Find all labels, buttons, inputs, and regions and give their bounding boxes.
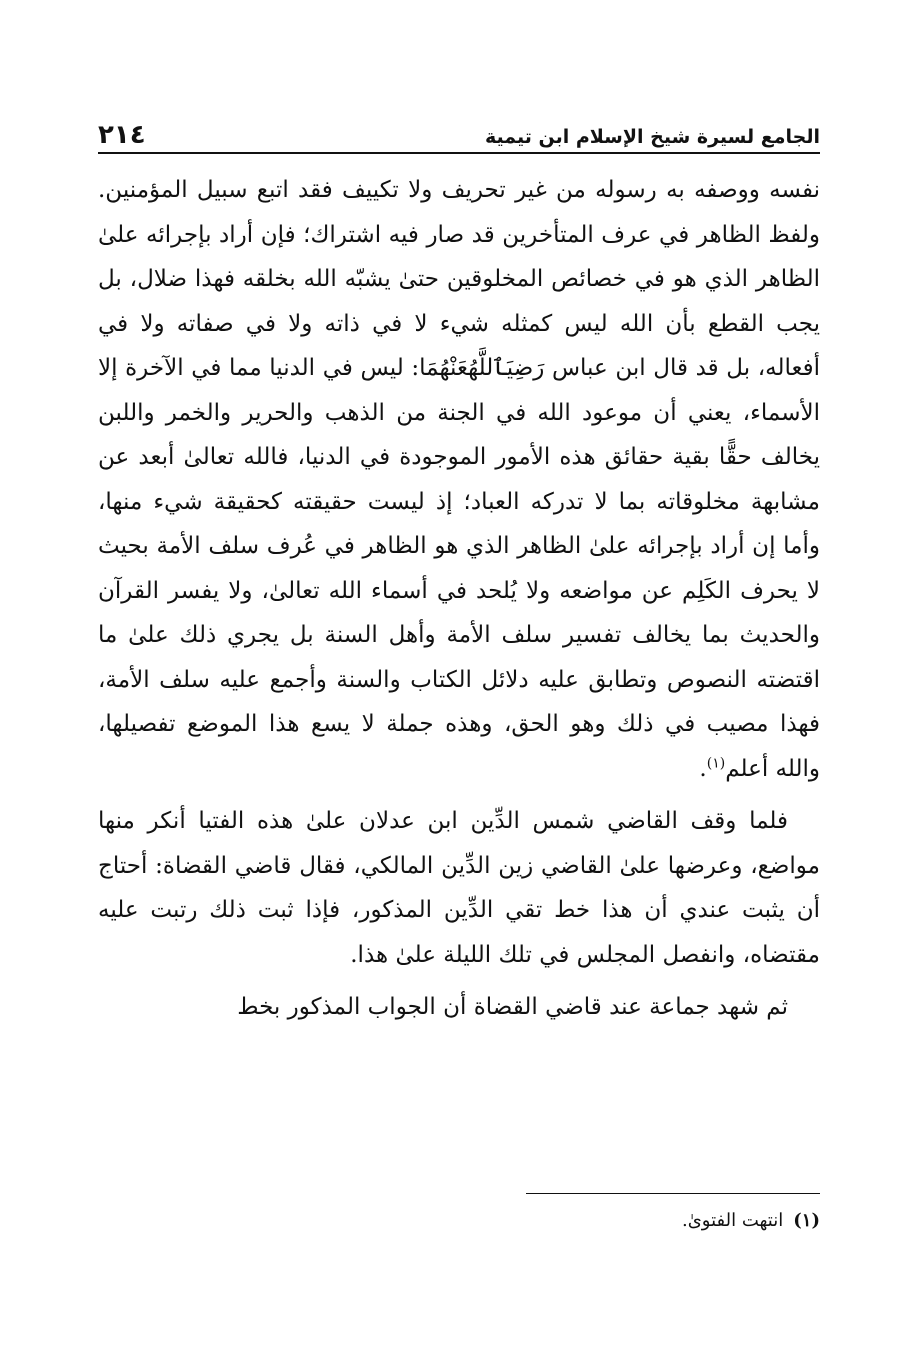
paragraph-1-text: نفسه ووصفه به رسوله من غير تحريف ولا تكييف فقد اتبع سبيل المؤمنين. ولفظ الظاهر في عرف المتأخرين قد صار فيه اشتراك؛ فإن أراد بإجرائه علىٰ الظاهر الذي هو في خصائص المخلوقين حتىٰ يشبّه الله بخلقه فهذا ضلال، بل يجب القطع بأن الله ليس كمثله شيء لا في ذاته ولا في صفاته ولا في أفعاله، بل قد قال ابن عباس رَضِيَٱللَّهُعَنْهُمَا: ليس في الدنيا مما في الآخرة إلا الأسماء، يعني أن موعود الله في الجنة من الذهب والحرير والخمر واللبن يخالف حقًّا بقية حقائق هذه الأمور الموجودة في الدنيا، فالله تعالىٰ أبعد عن مشابهة مخلوقاته بما لا تدركه العباد؛ إذ ليست حقيقته كحقيقة شيء منها، وأما إن أراد بإجرائه علىٰ الظاهر الذي هو الظاهر في عُرف سلف الأمة بحيث لا يحرف الكَلِم عن مواضعه ولا يُلحد في أسماء الله تعالىٰ، ولا يفسر القرآن والحديث بما يخالف تفسير سلف الأمة وأهل السنة بل يجري ذلك علىٰ ما اقتضته النصوص وتطابق عليه دلائل الكتاب والسنة وأجمع عليه سلف الأمة، فهذا مصيب في ذلك وهو الحق، وهذه جملة لا يسع هذا الموضع تفصيلها، والله أعلم [98, 177, 820, 782]
footnote-reference: (١) [706, 754, 726, 771]
page-header [98, 108, 820, 150]
running-title: الجامع لسيرة شيخ الإسلام ابن تيمية [484, 126, 820, 148]
paragraph-2: فلما وقف القاضي شمس الدِّين ابن عدلان علىٰ هذه الفتيا أنكر منها مواضع، وعرضها علىٰ القاضي زين الدِّين المالكي، فقال قاضي القضاة: أحتاج أن يثبت عندي أن هذا خط تقي الدِّين المذكور، فإذا ثبت ذلك رتبت عليه مقتضاه، وانفصل المجلس في تلك الليلة علىٰ هذا. [98, 808, 820, 968]
footnote-marker: (١) [793, 1210, 820, 1231]
page-number: ٢١٤ [98, 120, 146, 150]
footnote-text: انتهت الفتوىٰ. [681, 1210, 784, 1231]
footnote-divider [526, 1193, 820, 1194]
header-divider [98, 152, 820, 154]
paragraph-3: ثم شهد جماعة عند قاضي القضاة أن الجواب المذكور بخط [237, 994, 788, 1020]
footnote [98, 1206, 820, 1236]
paragraph-1 [98, 168, 820, 791]
main-text [98, 168, 820, 1030]
paragraph-1-end: . [699, 755, 707, 782]
